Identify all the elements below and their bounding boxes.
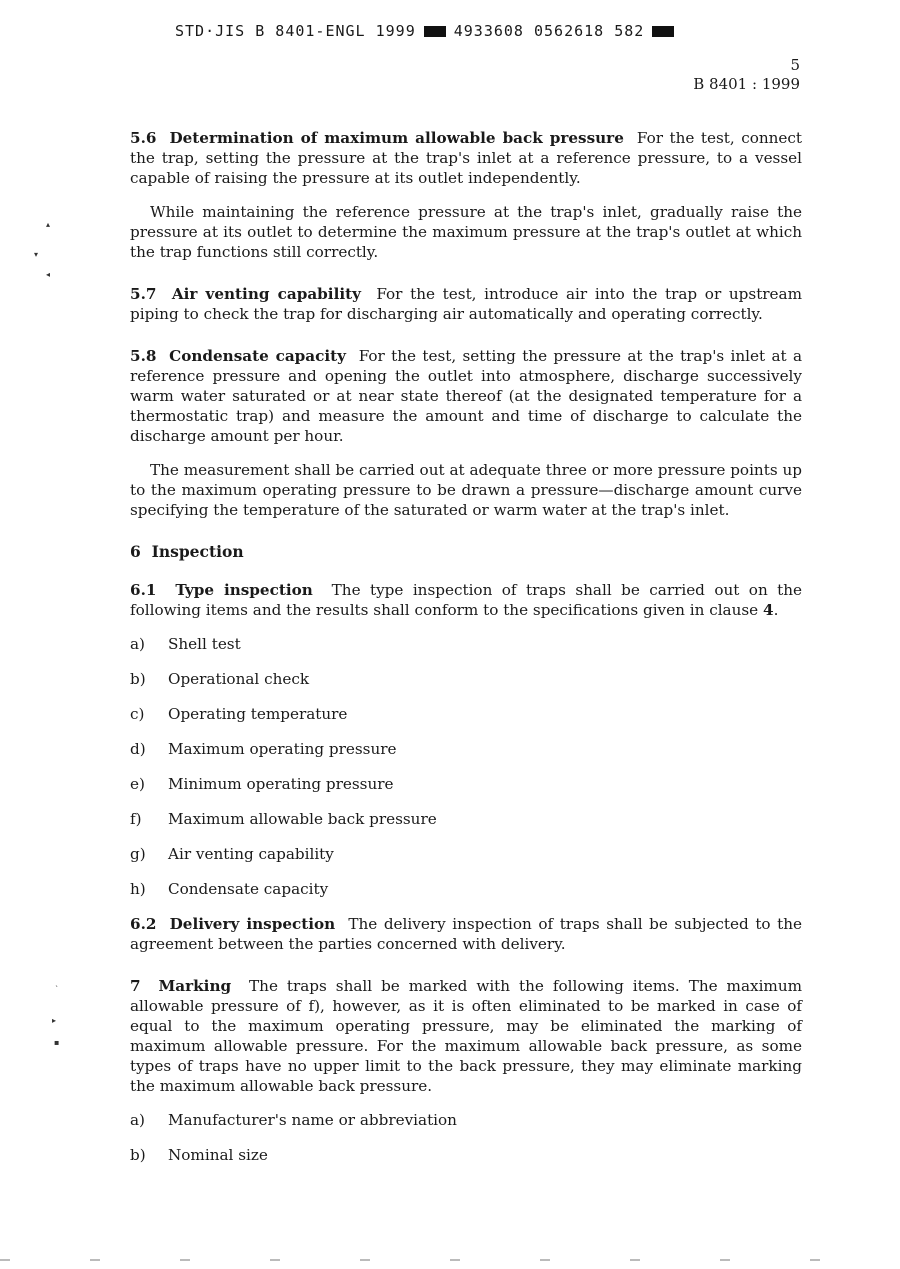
- scan-speck: ▸: [52, 1016, 57, 1025]
- list-letter: h): [130, 880, 146, 898]
- list-item: [130, 809, 802, 829]
- list-text: Condensate capacity: [168, 880, 329, 898]
- document-reference: B 8401 : 1999: [693, 75, 800, 93]
- page-header-right: [693, 56, 800, 94]
- list-item: [130, 879, 802, 899]
- paragraph-text: For the test, setting the pressure at the trap's inlet at a reference pressure and opening the outlet into atmosphere, discharge successively warm water saturated or at near state thereof (at the designated temperature for a thermostatic trap) and measure the amount and time of discharge to calculate the discharge amount per hour.: [130, 347, 802, 445]
- section-6-heading: [130, 542, 802, 562]
- section-title: Inspection: [151, 542, 244, 561]
- section-title: Type inspection: [175, 581, 313, 599]
- list-text: Manufacturer's name or abbreviation: [168, 1111, 457, 1129]
- document-code-header: [175, 22, 682, 40]
- section-5-8-para-2: [130, 460, 802, 520]
- list-letter: a): [130, 1111, 145, 1129]
- scan-bottom-edge: [0, 1259, 900, 1261]
- type-inspection-list: [130, 634, 802, 899]
- list-letter: b): [130, 1146, 146, 1164]
- paragraph-text: The delivery inspection of traps shall be subjected to the agreement between the parties concerned with delivery.: [130, 915, 803, 953]
- section-number: 6.2: [130, 915, 157, 933]
- section-title: Delivery inspection: [169, 915, 336, 933]
- section-title: Air venting capability: [171, 285, 361, 303]
- list-letter: b): [130, 670, 146, 688]
- scan-speck: ▴: [46, 220, 51, 229]
- list-letter: a): [130, 635, 145, 653]
- list-item: [130, 1110, 802, 1130]
- document-body: [130, 128, 802, 1180]
- section-7-para-1: [130, 976, 802, 1096]
- document-code-right: 4933608 0562618 582: [453, 22, 645, 40]
- barcode-block-icon: [424, 26, 446, 37]
- list-letter: c): [130, 705, 145, 723]
- list-item: [130, 774, 802, 794]
- section-5-7-para-1: [130, 284, 802, 324]
- scan-speck: ◂: [46, 270, 51, 279]
- paragraph-text: The traps shall be marked with the following items. The maximum allowable pressure of f), however, as it is often eliminated to be marked in case of equal to the maximum operating pressure, may be eliminated the marking of maximum allowable pressure. For the maximum allowable back pressure, as some types of traps have no upper limit to the back pressure, they may eliminate marking the maximum allowable back pressure.: [130, 977, 803, 1095]
- paragraph-text-end: .: [773, 601, 779, 619]
- paragraph-text: While maintaining the reference pressure at the trap's inlet, gradually raise the pressure at its outlet to determine the maximum pressure at the trap's outlet at which the trap functions still correctly.: [130, 203, 802, 261]
- section-title: Determination of maximum allowable back pressure: [169, 129, 624, 147]
- paragraph-text: For the test, introduce air into the trap or upstream piping to check the trap for discharging air automatically and operating correctly.: [130, 285, 803, 323]
- list-letter: g): [130, 845, 146, 863]
- list-item: [130, 669, 802, 689]
- list-item: [130, 634, 802, 654]
- list-text: Maximum allowable back pressure: [168, 810, 437, 828]
- section-5-8-para-1: [130, 346, 802, 446]
- list-text: Air venting capability: [168, 845, 334, 863]
- list-item: [130, 704, 802, 724]
- paragraph-text: For the test, connect the trap, setting the pressure at the trap's inlet at a reference pressure, to a vessel capable of raising the pressure at its outlet independently.: [130, 129, 803, 187]
- section-5-6-para-2: [130, 202, 802, 262]
- list-letter: f): [130, 810, 142, 828]
- section-number: 5.8: [130, 347, 157, 365]
- list-item: [130, 1145, 802, 1165]
- paragraph-text: The measurement shall be carried out at adequate three or more pressure points up to the maximum operating pressure to be drawn a pressure—discharge amount curve specifying the temperature of the saturated or warm water at the trap's inlet.: [130, 461, 802, 519]
- section-number: 5.7: [130, 285, 157, 303]
- section-number: 5.6: [130, 129, 157, 147]
- list-text: Shell test: [168, 635, 241, 653]
- list-item: [130, 844, 802, 864]
- list-text: Operating temperature: [168, 705, 348, 723]
- page-number: 5: [790, 56, 800, 74]
- barcode-block-icon: [652, 26, 674, 37]
- paragraph-text: The type inspection of traps shall be carried out on the following items and the results shall conform to the specifications given in clause: [130, 581, 803, 619]
- section-number: 6: [130, 542, 141, 561]
- list-letter: d): [130, 740, 146, 758]
- list-letter: e): [130, 775, 145, 793]
- scan-speck: ▪: [54, 1038, 60, 1047]
- list-text: Maximum operating pressure: [168, 740, 397, 758]
- list-text: Minimum operating pressure: [168, 775, 394, 793]
- scan-speck: ▾: [34, 250, 39, 259]
- list-text: Operational check: [168, 670, 310, 688]
- marking-list: [130, 1110, 802, 1165]
- section-number: 7: [130, 977, 141, 995]
- section-title: Condensate capacity: [169, 347, 346, 365]
- section-6-2-para-1: [130, 914, 802, 954]
- section-number: 6.1: [130, 581, 157, 599]
- list-item: [130, 739, 802, 759]
- list-text: Nominal size: [168, 1146, 268, 1164]
- document-code-left: STD·JIS B 8401-ENGL 1999: [175, 22, 416, 40]
- section-5-6-para-1: [130, 128, 802, 188]
- clause-reference: 4: [763, 601, 774, 619]
- scan-speck: ˋ: [55, 985, 59, 994]
- section-title: Marking: [158, 977, 232, 995]
- section-6-1-para-1: [130, 580, 802, 620]
